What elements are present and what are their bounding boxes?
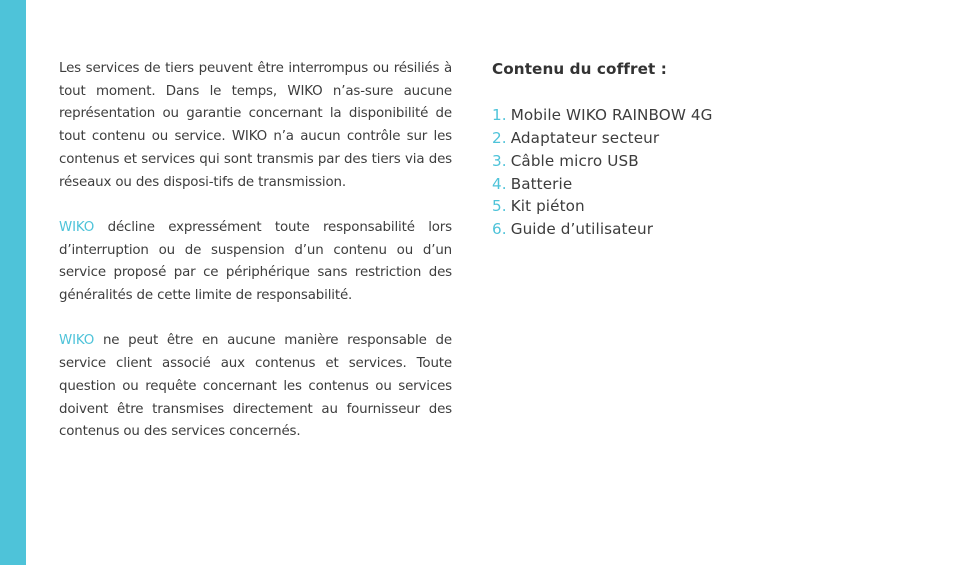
- list-item: [492, 104, 912, 127]
- paragraph-text: ne peut être en aucune manière responsable de service client associé aux contenus et services. Toute question ou requête concernant les contenus ou services doivent être transmises directement au fournisseur des contenus ou des services concernés.: [59, 333, 452, 440]
- brand-name: WIKO: [59, 333, 95, 349]
- paragraph-text: Les services de tiers peuvent être interrompus ou résiliés à tout moment. Dans le temps, WIKO n’as-sure aucune représentation ou garantie concernant la disponibilité de tout contenu ou service. WIKO n’a aucun contrôle sur les contenus et services qui sont transmis par des tiers via des réseaux ou des disposi-tifs de transmission.: [59, 61, 452, 190]
- list-item: [492, 127, 912, 150]
- item-number: 3.: [492, 151, 507, 170]
- list-item: [492, 195, 912, 218]
- paragraph-customer-service: [59, 330, 452, 444]
- box-contents-list: [492, 104, 912, 241]
- paragraph-third-party-services: [59, 58, 452, 194]
- list-item: [492, 150, 912, 173]
- item-label: Mobile WIKO RAINBOW 4G: [510, 105, 713, 124]
- accent-side-bar: [0, 0, 26, 565]
- brand-name: WIKO: [59, 219, 95, 235]
- item-number: 1.: [492, 105, 507, 124]
- item-number: 6.: [492, 220, 507, 239]
- item-label: Adaptateur secteur: [510, 128, 660, 147]
- paragraph-liability-disclaimer: [59, 217, 452, 308]
- item-number: 5.: [492, 197, 507, 216]
- item-label: Kit piéton: [510, 197, 585, 216]
- item-label: Batterie: [510, 174, 573, 193]
- item-number: 2.: [492, 128, 507, 147]
- item-number: 4.: [492, 174, 507, 193]
- paragraph-text: décline expressément toute responsabilité lors d’interruption ou de suspension d’un contenu ou d’un service proposé par ce périphérique sans restriction des généralités de cette limite de responsabilité.: [59, 219, 452, 304]
- list-item: [492, 218, 912, 241]
- item-label: Câble micro USB: [510, 151, 639, 170]
- box-contents-title: Contenu du coffret :: [492, 60, 667, 78]
- list-item: [492, 173, 912, 196]
- right-column: [492, 58, 912, 241]
- item-label: Guide d’utilisateur: [510, 220, 654, 239]
- left-column: [59, 58, 452, 467]
